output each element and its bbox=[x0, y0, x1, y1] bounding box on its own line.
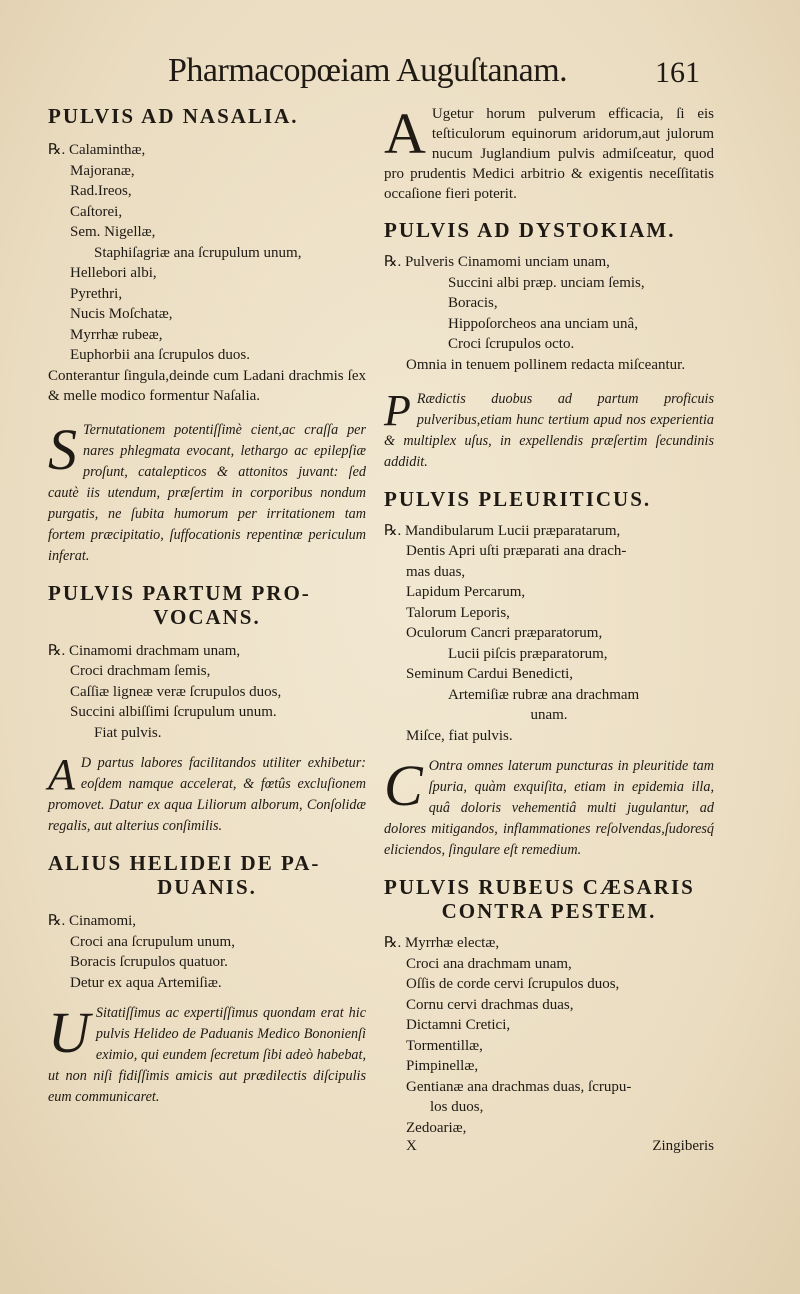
recipe-item: Oſſis de corde cervi ſcrupulos duos, bbox=[406, 976, 620, 992]
drop-cap: A bbox=[384, 101, 426, 166]
drop-cap: A bbox=[48, 750, 75, 799]
heading-alius-helidei bbox=[48, 851, 366, 899]
recipe-item: Succini albi præp. unciam ſemis, bbox=[448, 274, 645, 291]
running-title: Pharmacopœiam Auguſtanam. bbox=[168, 52, 568, 89]
page-number: 161 bbox=[655, 56, 700, 89]
recipe-item: Staphiſagriæ ana ſcrupulum unum, bbox=[94, 244, 302, 261]
recipe-item: Boracis, bbox=[448, 295, 498, 311]
catchword: Zingiberis bbox=[652, 1138, 714, 1154]
commentary-paragraph bbox=[384, 753, 714, 861]
commentary-paragraph bbox=[48, 1000, 366, 1108]
drop-cap: P bbox=[384, 385, 411, 435]
recipe-item: Boracis ſcrupulos quatuor. bbox=[70, 954, 228, 970]
heading-line: DUANIS. bbox=[157, 875, 257, 899]
left-column bbox=[48, 104, 366, 1108]
commentary-text: Sitatiſſimus ac expertiſſimus quondam erat hic pulvis Helideo de Paduanis Medico Bononienſi eximio, qui eundem ſecretum ſibi adeò habebat, ut non niſi fidiſſimis amicis aut prædilectis diſcipulis eum communicaret. bbox=[48, 1005, 366, 1105]
preparation-text: Conterantur ſingula,deinde cum Ladani drachmis ſex & melle modico formentur Naſalia. bbox=[48, 367, 366, 404]
recipe-list bbox=[384, 521, 714, 747]
recipe-item: Talorum Leporis, bbox=[406, 604, 510, 621]
recipe-item: Croci drachmam ſemis, bbox=[70, 663, 211, 679]
heading-pulvis-ad-nasalia: PULVIS AD NASALIA. bbox=[48, 104, 299, 128]
heading-line: PULVIS PARTUM PRO- bbox=[48, 580, 311, 605]
right-column bbox=[384, 101, 714, 1155]
recipe-item: unam. bbox=[530, 707, 568, 723]
recipe-item: los duos, bbox=[430, 1099, 484, 1115]
recipe-item: Majoranæ, bbox=[70, 162, 135, 179]
recipe-item: Lucii piſcis præparatorum, bbox=[448, 645, 608, 662]
drop-cap: S bbox=[48, 416, 77, 482]
recipe-item: Croci ſcrupulos octo. bbox=[448, 336, 575, 352]
recipe-list bbox=[48, 911, 366, 993]
recipe-item: ℞. Cinamomi drachmam unam, bbox=[48, 642, 241, 659]
heading-pulvis-ad-dystokiam: PULVIS AD DYSTOKIAM. bbox=[384, 218, 676, 242]
recipe-item: Dentis Apri uſti præparati ana drach- bbox=[406, 543, 627, 559]
commentary-paragraph bbox=[48, 750, 366, 837]
recipe-item: Gentianæ ana drachmas duas, ſcrupu- bbox=[406, 1078, 632, 1095]
signature-mark: X bbox=[406, 1138, 417, 1154]
recipe-item: Zedoariæ, bbox=[406, 1119, 467, 1136]
recipe-item: Hippoſorcheos ana unciam unâ, bbox=[448, 315, 638, 332]
recipe-item: Sem. Nigellæ, bbox=[70, 224, 156, 240]
recipe-item: Croci ana ſcrupulum unum, bbox=[70, 933, 235, 950]
recipe-item: Myrrhæ rubeæ, bbox=[70, 326, 163, 343]
recipe-item: Dictamni Cretici, bbox=[406, 1017, 511, 1033]
commentary-paragraph bbox=[48, 416, 366, 567]
recipe-item: Pimpinellæ, bbox=[406, 1058, 479, 1074]
recipe-list bbox=[384, 252, 714, 355]
heading-line: CONTRA PESTEM. bbox=[441, 899, 657, 923]
recipe-item: Detur ex aqua Artemiſiæ. bbox=[70, 974, 222, 991]
recipe-item: Euphorbii ana ſcrupulos duos. bbox=[70, 347, 250, 363]
recipe-item: Caſtorei, bbox=[70, 203, 123, 220]
recipe-item: mas duas, bbox=[406, 563, 466, 580]
heading-pulvis-pleuriticus: PULVIS PLEURITICUS. bbox=[384, 486, 652, 511]
running-head bbox=[0, 52, 800, 102]
commentary-text: Rædictis duobus ad partum proficuis pulveribus,etiam hunc tertium apud nos experientia & multiplex uſus, in expellendis præſertim ſecundinis addidit. bbox=[384, 390, 714, 470]
recipe-item: ℞. Mandibularum Lucii præparatarum, bbox=[384, 522, 621, 539]
recipe-item: Oculorum Cancri præparatorum, bbox=[406, 625, 603, 641]
commentary-paragraph bbox=[384, 385, 714, 473]
intro-text: Ugetur horum pulverum efficacia, ſi eis teſticulorum equinorum aridorum,aut julorum nucum Juglandium pulvis admiſceatur, quod pro prudentis Medici arbitrio & exigentis neceſſitatis occaſione fieri poterit. bbox=[384, 106, 714, 202]
recipe-item: Caſſiæ ligneæ veræ ſcrupulos duos, bbox=[70, 683, 282, 700]
preparation-text: Omnia in tenuem pollinem redacta miſceantur. bbox=[406, 356, 686, 373]
recipe-item: Succini albiſſimi ſcrupulum unum. bbox=[70, 704, 277, 720]
recipe-item: ℞. Calaminthæ, bbox=[48, 142, 146, 158]
heading-pulvis-partum-provocans bbox=[48, 581, 366, 629]
heading-line: VOCANS. bbox=[153, 604, 261, 629]
recipe-item: Seminum Cardui Benedicti, bbox=[406, 666, 574, 682]
recipe-item: Pyrethri, bbox=[70, 285, 123, 302]
drop-cap: C bbox=[384, 753, 423, 818]
recipe-item: Lapidum Percarum, bbox=[406, 584, 526, 600]
recipe-item: ℞. Cinamomi, bbox=[48, 913, 137, 929]
heading-pulvis-rubeus-caesaris bbox=[384, 875, 714, 923]
recipe-item: ℞. Pulveris Cinamomi unciam unam, bbox=[384, 254, 610, 270]
recipe-item: Fiat pulvis. bbox=[94, 724, 162, 741]
recipe-item: Cornu cervi drachmas duas, bbox=[406, 996, 574, 1013]
recipe-item: Rad.Ireos, bbox=[70, 183, 132, 199]
recipe-item: ℞. Myrrhæ electæ, bbox=[384, 935, 500, 951]
recipe-item: Croci ana drachmam unam, bbox=[406, 955, 572, 972]
recipe-list bbox=[48, 140, 366, 366]
recipe-item: Nucis Moſchatæ, bbox=[70, 306, 173, 322]
commentary-text: Ontra omnes laterum puncturas in pleuritide tam ſpuria, quàm exquiſita, etiam in epidemia illa, quâ doloris vehementiâ multi jugulantur, ad dolores mitigandos, inflammationes reſolvendas,ſudoresq́ eliciendos, ſingulare eſt remedium. bbox=[384, 758, 714, 858]
recipe-item: Miſce, fiat pulvis. bbox=[406, 727, 513, 744]
intro-paragraph bbox=[384, 101, 714, 204]
recipe-item: Artemiſiæ rubræ ana drachmam bbox=[448, 686, 640, 703]
recipe-item: Hellebori albi, bbox=[70, 265, 157, 281]
recipe-list bbox=[384, 933, 714, 1138]
catchword-row bbox=[384, 1138, 714, 1155]
commentary-text: Ternutationem potentiſſimè cient,ac craſſa per nares phlegmata evocant, lethargo ac epilepſiæ proſunt, catalepticos & attonitos juvant: ſed cautè iis utendum, præſertim in corporibus nondum purgatis, ne ſubita humorum per irritationem tam fortem præcipitatio, ſuffocationis repentinæ periculum inferat. bbox=[48, 421, 366, 564]
heading-line: PULVIS RUBEUS CÆSARIS bbox=[384, 875, 695, 899]
recipe-list bbox=[48, 641, 366, 744]
drop-cap: U bbox=[48, 1000, 90, 1065]
heading-line: ALIUS HELIDEI DE PA- bbox=[48, 851, 321, 875]
recipe-item: Tormentillæ, bbox=[406, 1037, 483, 1054]
commentary-text: D partus labores facilitandos utiliter exhibetur: eoſdem namque accelerat, & fœtûs excluſionem promovet. Datur ex aqua Liliorum alborum, Conſolidæ regalis, aut alterius conſimilis. bbox=[48, 755, 366, 834]
